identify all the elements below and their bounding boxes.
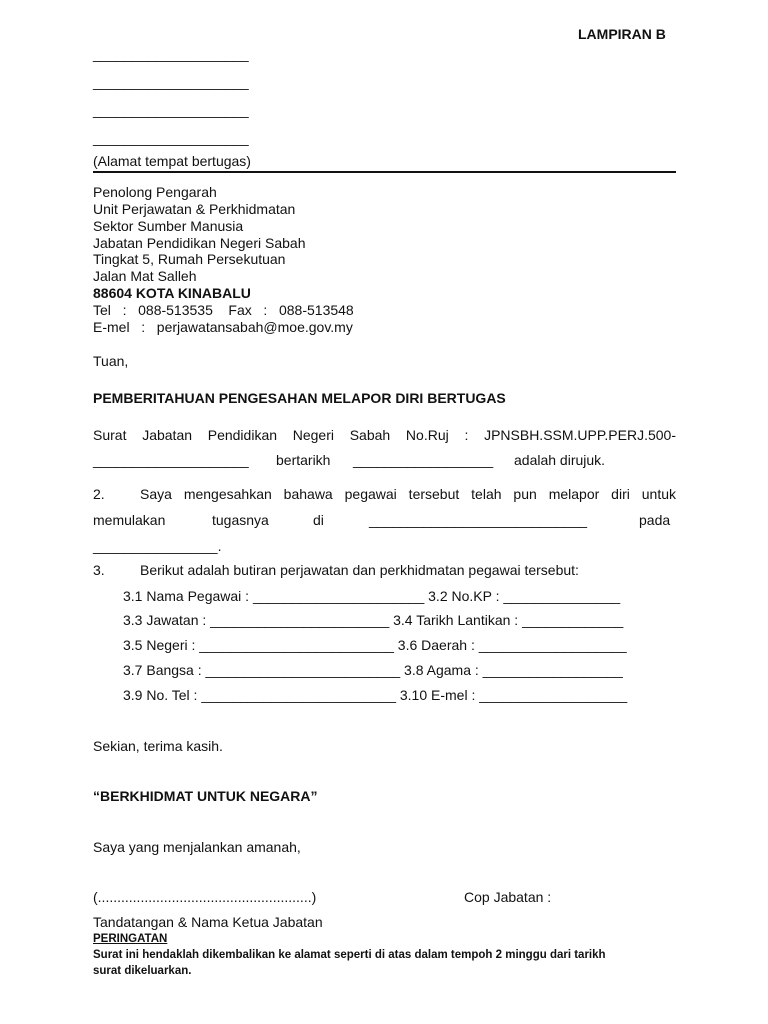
para2-word-di: di [313, 512, 324, 528]
address-blank-1: ____________________ [93, 46, 249, 62]
note-line-2: surat dikeluarkan. [93, 965, 192, 977]
recipient-line-4: Jabatan Pendidikan Negeri Sabah [93, 235, 306, 251]
closing-text: Sekian, terima kasih. [93, 738, 223, 754]
para2-word-tugasnya: tugasnya [212, 512, 269, 528]
para1-bertarikh: bertarikh [276, 452, 331, 468]
detail-row-4: 3.7 Bangsa : _________________________ 3.8 Agama : __________________ [123, 662, 623, 678]
address-caption: (Alamat tempat bertugas) [93, 153, 251, 169]
amanah-text: Saya yang menjalankan amanah, [93, 839, 301, 855]
para2-word-pada: pada [639, 512, 671, 528]
note-title: PERINGATAN [93, 933, 168, 945]
para1-line1: Surat Jabatan Pendidikan Negeri Sabah No.Ruj : JPNSBH.SSM.UPP.PERJ.500- [93, 427, 676, 443]
address-blank-3: ____________________ [93, 102, 249, 118]
note-line-1: Surat ini hendaklah dikembalikan ke alamat seperti di atas dalam tempoh 2 minggu dari tarikh [93, 949, 606, 961]
recipient-email: E-mel : perjawatansabah@moe.gov.my [93, 319, 353, 335]
recipient-tel-fax: Tel : 088-513535 Fax : 088-513548 [93, 302, 354, 318]
recipient-line-6: Jalan Mat Salleh [93, 268, 197, 284]
para1-blank-ref: ____________________ [93, 452, 249, 468]
detail-row-2: 3.3 Jawatan : _______________________ 3.4 Tarikh Lantikan : _____________ [123, 612, 624, 628]
motto: “BERKHIDMAT UNTUK NEGARA” [93, 788, 318, 804]
para3-number: 3. [93, 562, 105, 578]
address-blank-2: ____________________ [93, 74, 249, 90]
recipient-line-2: Unit Perjawatan & Perkhidmatan [93, 201, 296, 217]
lampiran-label: LAMPIRAN B [578, 26, 666, 42]
para2-blank-place: ____________________________ [369, 512, 588, 528]
para2-number: 2. [93, 486, 105, 502]
para3-intro: Berikut adalah butiran perjawatan dan perkhidmatan pegawai tersebut: [140, 562, 579, 578]
para1-end: adalah dirujuk. [514, 452, 606, 468]
recipient-line-5: Tingkat 5, Rumah Persekutuan [93, 251, 286, 267]
detail-row-5: 3.9 No. Tel : _________________________ 3.10 E-mel : ___________________ [123, 687, 628, 703]
detail-row-1: 3.1 Nama Pegawai : ______________________ 3.2 No.KP : _______________ [123, 588, 621, 604]
department-stamp-label: Cop Jabatan : [464, 889, 552, 905]
salutation: Tuan, [93, 353, 129, 369]
recipient-line-1: Penolong Pengarah [93, 184, 217, 200]
para1-blank-date: __________________ [353, 452, 494, 468]
para2-blank-date: ________________. [93, 538, 222, 554]
recipient-line-3: Sektor Sumber Manusia [93, 218, 244, 234]
header-divider [93, 171, 676, 173]
para2-line1: Saya mengesahkan bahawa pegawai tersebut telah pun melapor diri untuk [140, 486, 676, 502]
signature-dots: (.......................................................) [93, 889, 317, 905]
address-blank-4: ____________________ [93, 130, 249, 146]
recipient-city: 88604 KOTA KINABALU [93, 285, 251, 301]
signature-caption: Tandatangan & Nama Ketua Jabatan [93, 914, 323, 930]
letter-subject: PEMBERITAHUAN PENGESAHAN MELAPOR DIRI BERTUGAS [93, 390, 506, 406]
detail-row-3: 3.5 Negeri : _________________________ 3.6 Daerah : ___________________ [123, 637, 627, 653]
para2-word-memulakan: memulakan [93, 512, 166, 528]
